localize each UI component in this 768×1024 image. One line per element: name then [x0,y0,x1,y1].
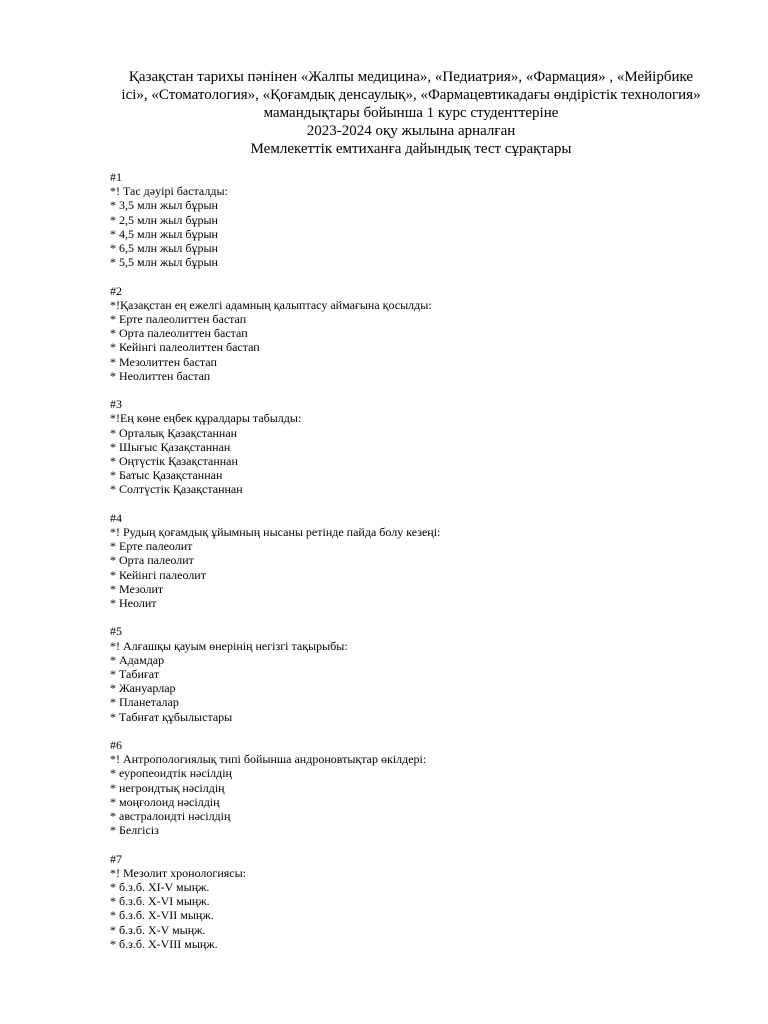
question-block [110,738,710,837]
question-number: #7 [110,851,122,866]
question-text: *! Алғашқы қауым өнерінің негізгі тақырыбы: [110,638,348,653]
header-line: Қазақстан тарихы пәнінен «Жалпы медицина», «Педиатрия», «Фармация» , «Мейірбике [128,69,694,85]
question-number: #2 [110,283,122,298]
answer-option: * Кейінгі палеолиттен бастап [110,340,260,355]
question-list [110,170,710,965]
answer-option: * Орта палеолиттен бастап [110,326,248,341]
document-header [100,68,722,158]
answer-option: * Солтүстік Қазақстаннан [110,482,243,497]
answer-option: * Табиғат [110,667,160,682]
answer-option: * б.з.б. XI-V мыңж. [110,880,210,895]
header-line: ісі», «Стоматология», «Қоғамдық денсаулық», «Фармацевтикадағы өндірістік технология» [121,87,701,103]
header-line: Мемлекеттік емтиханға дайындық тест сұрақтары [250,141,572,157]
answer-option: * Жануарлар [110,681,176,696]
question-number: #1 [110,170,122,184]
answer-option: * Ерте палеолиттен бастап [110,312,247,327]
answer-option: * Мезолит [110,581,164,596]
answer-option: * 2,5 млн жыл бұрын [110,212,218,227]
answer-option: * 6,5 млн жыл бұрын [110,241,218,256]
answer-option: * Шығыс Қазақстаннан [110,439,231,454]
question-text: *! Антропологиялық типі бойынша андроновтықтар өкілдері: [110,752,427,767]
answer-option: * Неолит [110,596,157,611]
question-text: *! Тас дәуірі басталды: [110,184,228,199]
answer-option: * Адамдар [110,652,165,667]
answer-option: * б.з.б. X-VI мыңж. [110,894,210,909]
question-block [110,624,710,723]
question-block [110,170,710,269]
answer-option: * 3,5 млн жыл бұрын [110,198,218,213]
answer-option: * еуропеоидтік нәсілдің [110,766,232,781]
answer-option: * Белгісіз [110,823,159,838]
question-text: *! Мезолит хронологиясы: [110,865,246,880]
question-text: *!Қазақстан ең ежелгі адамның қалыптасу аймағына қосылды: [110,297,432,312]
answer-option: * Батыс Қазақстаннан [110,468,223,483]
answer-option: * австралоидті нәсілдің [110,809,231,824]
question-number: #4 [110,510,122,525]
answer-option: * б.з.б. X-VII мыңж. [110,908,214,923]
question-number: #3 [110,397,122,412]
answer-option: * Табиғат құбылыстары [110,709,233,724]
question-number: #6 [110,738,122,753]
question-block [110,284,710,383]
answer-option: * б.з.б. X-V мыңж. [110,922,206,937]
answer-option: * негроидтық нәсілдің [110,780,225,795]
answer-option: * б.з.б. X-VIII мыңж. [110,936,218,951]
question-text: *! Рудың қоғамдық ұйымның нысаны ретінде пайда болу кезеңі: [110,525,441,540]
answer-option: * моңғолоид нәсілдің [110,794,220,809]
header-line: мамандықтары бойынша 1 курс студенттеріне [263,105,559,121]
header-line: 2023-2024 оқу жылына арналған [306,123,516,139]
answer-option: * Орталық Қазақстаннан [110,425,238,440]
answer-option: * 5,5 млн жыл бұрын [110,255,218,270]
answer-option: * Орта палеолит [110,553,194,568]
question-block [110,511,710,610]
answer-option: * Планеталар [110,695,179,710]
question-text: *!Ең көне еңбек құралдары табылды: [110,411,302,426]
answer-option: * Мезолиттен бастап [110,354,217,369]
question-block [110,397,710,496]
answer-option: * Оңтүстік Қазақстаннан [110,454,238,469]
answer-option: * Неолиттен бастап [110,368,211,383]
question-block [110,852,710,951]
answer-option: * Кейінгі палеолит [110,567,206,582]
question-number: #5 [110,624,122,639]
answer-option: * 4,5 млн жыл бұрын [110,226,218,241]
answer-option: * Ерте палеолит [110,539,193,554]
